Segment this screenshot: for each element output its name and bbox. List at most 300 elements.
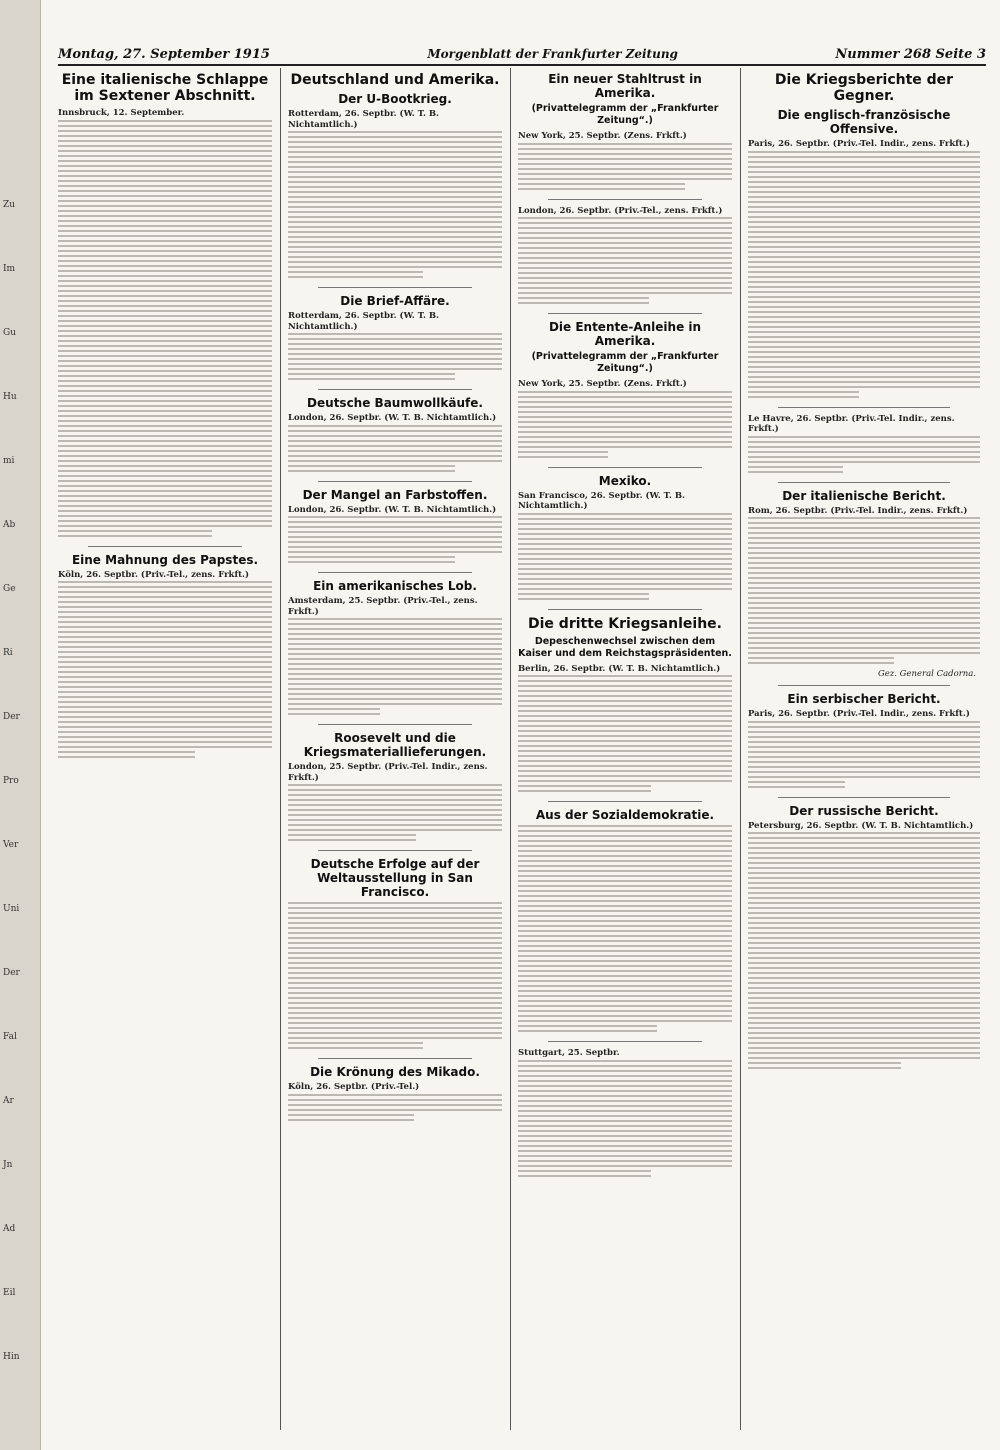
text-lines	[748, 721, 980, 731]
text-lines	[748, 331, 980, 341]
text-lines	[748, 371, 980, 381]
text-lines	[748, 547, 980, 557]
text-lines	[288, 161, 502, 171]
text-lines	[58, 270, 272, 280]
gutter-fragment: Uni	[3, 904, 20, 914]
text-lines	[288, 1114, 414, 1124]
article-title: Deutsche Erfolge auf der Weltausstellung in San Francisco.	[310, 857, 480, 899]
text-lines	[518, 1160, 732, 1170]
text-lines	[58, 260, 272, 270]
text-lines	[288, 972, 502, 982]
text-lines	[58, 450, 272, 460]
article-dateline: London, 25. Septbr. (Priv.-Tel. Indir., zens. Frkft.)	[288, 762, 488, 783]
article-body-text	[288, 425, 502, 475]
text-lines	[518, 1100, 732, 1110]
text-lines	[518, 675, 732, 685]
text-lines	[58, 120, 272, 130]
article-subtitle: Depeschenwechsel zwischen dem Kaiser und dem Reichstagspräsidenten.	[518, 635, 732, 659]
text-lines	[58, 410, 272, 420]
text-lines	[748, 241, 980, 251]
text-lines	[58, 440, 272, 450]
gutter-fragment: Ad	[3, 1224, 16, 1234]
article-title: Der Mangel an Farbstoffen.	[302, 487, 488, 502]
article-body-text	[748, 151, 980, 401]
text-lines	[518, 855, 732, 865]
text-lines	[518, 685, 732, 695]
article-subtitle: (Privattelegramm der „Frankfurter Zeitung“.)	[531, 103, 719, 126]
text-lines	[288, 962, 502, 972]
text-lines	[288, 191, 502, 201]
text-lines	[518, 421, 732, 431]
text-lines	[58, 170, 272, 180]
text-lines	[58, 310, 272, 320]
text-lines	[58, 190, 272, 200]
article-body-text	[58, 120, 272, 540]
text-lines	[518, 785, 651, 795]
text-lines	[518, 237, 732, 247]
article-body-text	[518, 675, 732, 795]
text-lines	[748, 351, 980, 361]
text-lines	[518, 845, 732, 855]
text-lines	[58, 621, 272, 631]
text-lines	[748, 537, 980, 547]
article-title: Die dritte Kriegsanleihe.	[528, 615, 722, 632]
text-lines	[288, 516, 502, 526]
article-separator	[778, 482, 950, 483]
text-lines	[748, 151, 980, 161]
text-lines	[288, 151, 502, 161]
text-lines	[58, 741, 272, 751]
gutter-fragment: Pro	[3, 776, 19, 786]
article-title: Der U-Bootkrieg.	[338, 92, 452, 106]
text-lines	[748, 781, 845, 791]
text-lines	[748, 617, 980, 627]
text-lines	[518, 173, 732, 183]
article	[288, 92, 502, 281]
article-separator	[548, 1041, 702, 1042]
text-lines	[748, 1002, 980, 1012]
article-separator	[548, 199, 702, 200]
text-lines	[58, 370, 272, 380]
text-lines	[58, 200, 272, 210]
article	[748, 108, 980, 401]
text-lines	[58, 721, 272, 731]
article-body-text	[288, 333, 502, 383]
text-lines	[518, 925, 732, 935]
gutter-fragment: Im	[3, 264, 16, 274]
article-title: Die englisch-französische Offensive.	[777, 108, 951, 136]
article	[58, 72, 272, 540]
article-dateline: Rotterdam, 26. Septbr. (W. T. B. Nichtamtlich.)	[288, 109, 440, 130]
article-signoff: Gez. General Cadorna.	[877, 669, 976, 679]
text-lines	[748, 577, 980, 587]
text-lines	[518, 745, 732, 755]
text-lines	[518, 725, 732, 735]
text-lines	[518, 1170, 651, 1180]
section-heading: Die Kriegsberichte der Gegner.	[774, 72, 954, 104]
text-lines	[58, 691, 272, 701]
text-lines	[748, 311, 980, 321]
text-lines	[288, 353, 502, 363]
text-lines	[518, 1070, 732, 1080]
text-lines	[518, 1025, 657, 1035]
text-lines	[748, 321, 980, 331]
gutter-fragment: Der	[3, 968, 20, 978]
article-body-text	[748, 436, 980, 476]
text-lines	[518, 935, 732, 945]
text-lines	[288, 658, 502, 668]
text-lines	[58, 651, 272, 661]
text-lines	[518, 143, 732, 153]
header-date: Montag, 27. September 1915	[58, 46, 270, 62]
text-lines	[748, 456, 980, 466]
article-dateline: Amsterdam, 25. Septbr. (Priv.-Tel., zens. Frkft.)	[288, 596, 478, 617]
text-lines	[518, 995, 732, 1005]
text-lines	[518, 163, 732, 173]
column-3	[518, 68, 732, 1430]
article-dateline: London, 26. Septbr. (W. T. B. Nichtamtlich.)	[288, 413, 497, 423]
text-lines	[288, 912, 502, 922]
article	[748, 489, 980, 680]
article	[288, 1065, 502, 1124]
text-lines	[288, 804, 502, 814]
text-lines	[748, 852, 980, 862]
text-lines	[748, 1032, 980, 1042]
article-body-text	[748, 721, 980, 791]
text-lines	[748, 922, 980, 932]
text-lines	[748, 771, 980, 781]
text-lines	[288, 648, 502, 658]
gutter-fragment: Fal	[3, 1032, 17, 1042]
text-lines	[288, 455, 502, 465]
text-lines	[748, 657, 894, 667]
text-lines	[288, 1012, 502, 1022]
text-lines	[518, 257, 732, 267]
article-title: Eine italienische Schlappe im Sextener Abschnitt.	[61, 72, 269, 104]
text-lines	[748, 892, 980, 902]
article	[288, 396, 502, 475]
text-lines	[58, 160, 272, 170]
text-lines	[518, 217, 732, 227]
text-lines	[288, 814, 502, 824]
text-lines	[58, 711, 272, 721]
text-lines	[518, 247, 732, 257]
text-lines	[748, 446, 980, 456]
text-lines	[518, 593, 649, 603]
text-lines	[288, 668, 502, 678]
text-lines	[518, 1005, 732, 1015]
text-lines	[748, 301, 980, 311]
article-title: Der russische Bericht.	[789, 803, 939, 818]
section-heading: Deutschland und Amerika.	[290, 72, 500, 88]
text-lines	[518, 1090, 732, 1100]
text-lines	[288, 271, 423, 281]
article	[288, 857, 502, 1052]
text-lines	[748, 607, 980, 617]
text-lines	[748, 912, 980, 922]
article-separator	[778, 407, 950, 408]
text-lines	[518, 735, 732, 745]
article-separator	[318, 481, 472, 482]
text-lines	[288, 131, 502, 141]
text-lines	[288, 373, 455, 383]
text-lines	[748, 221, 980, 231]
text-lines	[518, 915, 732, 925]
text-lines	[518, 287, 732, 297]
text-lines	[58, 350, 272, 360]
text-lines	[58, 490, 272, 500]
text-lines	[748, 161, 980, 171]
article-dateline: Petersburg, 26. Septbr. (W. T. B. Nichtamtlich.)	[748, 820, 974, 831]
gutter-fragment: Hu	[3, 392, 17, 402]
text-lines	[748, 1052, 980, 1062]
text-lines	[288, 932, 502, 942]
text-lines	[288, 425, 502, 435]
text-lines	[288, 942, 502, 952]
text-lines	[58, 220, 272, 230]
text-lines	[518, 553, 732, 563]
text-lines	[288, 824, 502, 834]
text-lines	[288, 982, 502, 992]
text-lines	[288, 902, 502, 912]
text-lines	[288, 201, 502, 211]
text-lines	[518, 985, 732, 995]
article-body-text	[748, 832, 980, 1072]
text-lines	[748, 466, 843, 476]
gutter-fragment: Ab	[3, 520, 16, 530]
text-lines	[748, 597, 980, 607]
article-separator	[318, 724, 472, 725]
text-lines	[288, 698, 502, 708]
text-lines	[748, 557, 980, 567]
text-lines	[58, 751, 195, 761]
text-lines	[748, 211, 980, 221]
text-lines	[288, 1042, 423, 1052]
text-lines	[58, 591, 272, 601]
text-lines	[518, 391, 732, 401]
header-masthead: Morgenblatt der Frankfurter Zeitung	[427, 47, 678, 61]
text-lines	[748, 381, 980, 391]
article-title: Eine Mahnung des Papstes.	[71, 552, 259, 567]
text-lines	[58, 731, 272, 741]
text-lines	[518, 533, 732, 543]
text-lines	[518, 451, 608, 461]
article-title: Ein neuer Stahltrust in Amerika.	[548, 72, 702, 100]
article	[748, 804, 980, 1073]
text-lines	[748, 647, 980, 657]
article-body-text	[518, 143, 732, 193]
article	[288, 488, 502, 567]
text-lines	[518, 1080, 732, 1090]
text-lines	[518, 1150, 732, 1160]
running-header	[58, 44, 986, 66]
text-lines	[748, 361, 980, 371]
text-lines	[518, 1110, 732, 1120]
article-dateline: Köln, 26. Septbr. (Priv.-Tel.)	[288, 1082, 420, 1092]
text-lines	[58, 300, 272, 310]
text-lines	[288, 556, 455, 566]
article	[518, 206, 732, 308]
text-lines	[518, 583, 732, 593]
text-lines	[58, 480, 272, 490]
article-subtitle: (Privattelegramm der „Frankfurter Zeitung“.)	[531, 351, 719, 374]
article-dateline: New York, 25. Septbr. (Zens. Frkft.)	[518, 379, 687, 389]
article	[288, 294, 502, 383]
text-lines	[518, 297, 649, 307]
text-lines	[518, 227, 732, 237]
article-body-text	[58, 581, 272, 761]
text-lines	[58, 150, 272, 160]
article-dateline: Berlin, 26. Septbr. (W. T. B. Nichtamtlich.)	[518, 663, 721, 674]
text-lines	[288, 922, 502, 932]
text-lines	[748, 517, 980, 527]
text-lines	[58, 631, 272, 641]
text-lines	[288, 688, 502, 698]
text-lines	[518, 895, 732, 905]
column-rule	[280, 68, 281, 1430]
text-lines	[748, 942, 980, 952]
text-lines	[518, 1120, 732, 1130]
text-lines	[288, 435, 502, 445]
article-title: Mexiko.	[598, 473, 652, 488]
text-lines	[58, 470, 272, 480]
text-lines	[518, 695, 732, 705]
article-body-text	[518, 391, 732, 461]
article-body-text	[518, 1060, 732, 1180]
article	[288, 579, 502, 718]
text-lines	[748, 872, 980, 882]
text-lines	[58, 530, 212, 540]
article-dateline: New York, 25. Septbr. (Zens. Frkft.)	[518, 131, 687, 141]
article-title: Ein serbischer Bericht.	[787, 692, 941, 706]
gutter-fragment: Ri	[3, 648, 13, 658]
text-lines	[518, 875, 732, 885]
article-dateline: Paris, 26. Septbr. (Priv.-Tel. Indir., zens. Frkft.)	[748, 139, 970, 149]
text-lines	[748, 962, 980, 972]
article-body-text	[518, 513, 732, 603]
text-lines	[518, 755, 732, 765]
text-lines	[748, 751, 980, 761]
text-lines	[518, 905, 732, 915]
gutter-fragment: Ge	[3, 584, 16, 594]
article	[518, 1048, 732, 1180]
text-lines	[748, 761, 980, 771]
text-lines	[58, 140, 272, 150]
article-separator	[548, 609, 702, 610]
text-lines	[288, 241, 502, 251]
text-lines	[58, 430, 272, 440]
text-lines	[518, 975, 732, 985]
text-lines	[288, 638, 502, 648]
article-dateline: San Francisco, 26. Septbr. (W. T. B. Nichtamtlich.)	[518, 490, 685, 511]
text-lines	[748, 627, 980, 637]
text-lines	[58, 520, 272, 530]
article-separator	[318, 850, 472, 851]
text-lines	[288, 618, 502, 628]
text-lines	[58, 130, 272, 140]
text-lines	[288, 536, 502, 546]
text-lines	[748, 731, 980, 741]
column-2	[288, 68, 502, 1430]
text-lines	[518, 945, 732, 955]
text-lines	[748, 171, 980, 181]
gutter-fragment: Gu	[3, 328, 16, 338]
article-separator	[778, 797, 950, 798]
text-lines	[288, 794, 502, 804]
header-issue: Nummer 268 Seite 3	[835, 46, 986, 62]
text-lines	[58, 581, 272, 591]
article-separator	[778, 685, 950, 686]
column-1	[58, 68, 272, 1430]
text-lines	[288, 465, 455, 475]
text-lines	[288, 1022, 502, 1032]
text-lines	[748, 191, 980, 201]
text-lines	[748, 587, 980, 597]
text-lines	[58, 601, 272, 611]
text-lines	[518, 183, 685, 193]
text-lines	[518, 885, 732, 895]
text-lines	[288, 251, 502, 261]
text-lines	[58, 400, 272, 410]
text-lines	[58, 420, 272, 430]
text-lines	[288, 211, 502, 221]
article-dateline: Innsbruck, 12. September.	[58, 108, 185, 118]
text-lines	[518, 513, 732, 523]
text-lines	[58, 611, 272, 621]
text-lines	[748, 1022, 980, 1032]
text-lines	[748, 1012, 980, 1022]
gutter-fragment: Hin	[3, 1352, 20, 1362]
article-dateline: Stuttgart, 25. Septbr.	[518, 1048, 620, 1058]
article-body-text	[288, 516, 502, 566]
text-lines	[288, 952, 502, 962]
gutter-fragment: mi	[3, 456, 15, 466]
text-lines	[58, 510, 272, 520]
article-title: Roosevelt und die Kriegsmateriallieferungen.	[303, 731, 487, 759]
text-lines	[518, 153, 732, 163]
column-rule	[740, 68, 741, 1430]
text-lines	[518, 267, 732, 277]
article-title: Der italienische Bericht.	[782, 488, 946, 503]
gutter-fragment: Ar	[3, 1096, 14, 1106]
text-lines	[518, 835, 732, 845]
article-title: Ein amerikanisches Lob.	[313, 579, 477, 593]
text-lines	[748, 201, 980, 211]
article-dateline: Köln, 26. Septbr. (Priv.-Tel., zens. Frkft.)	[58, 569, 250, 580]
text-lines	[58, 681, 272, 691]
text-lines	[748, 436, 980, 446]
text-lines	[288, 333, 502, 343]
text-lines	[748, 902, 980, 912]
article-separator	[318, 572, 472, 573]
text-lines	[58, 240, 272, 250]
text-lines	[518, 523, 732, 533]
text-lines	[518, 563, 732, 573]
text-lines	[288, 1104, 502, 1114]
article-dateline: Le Havre, 26. Septbr. (Priv.-Tel. Indir., zens. Frkft.)	[748, 413, 955, 434]
text-lines	[518, 441, 732, 451]
article-title: Die Krönung des Mikado.	[310, 1065, 480, 1079]
text-lines	[288, 1094, 502, 1104]
text-lines	[58, 641, 272, 651]
article	[518, 474, 732, 603]
text-lines	[288, 526, 502, 536]
text-lines	[288, 261, 502, 271]
text-lines	[58, 210, 272, 220]
text-lines	[288, 784, 502, 794]
column-4	[748, 68, 980, 1430]
text-lines	[58, 701, 272, 711]
